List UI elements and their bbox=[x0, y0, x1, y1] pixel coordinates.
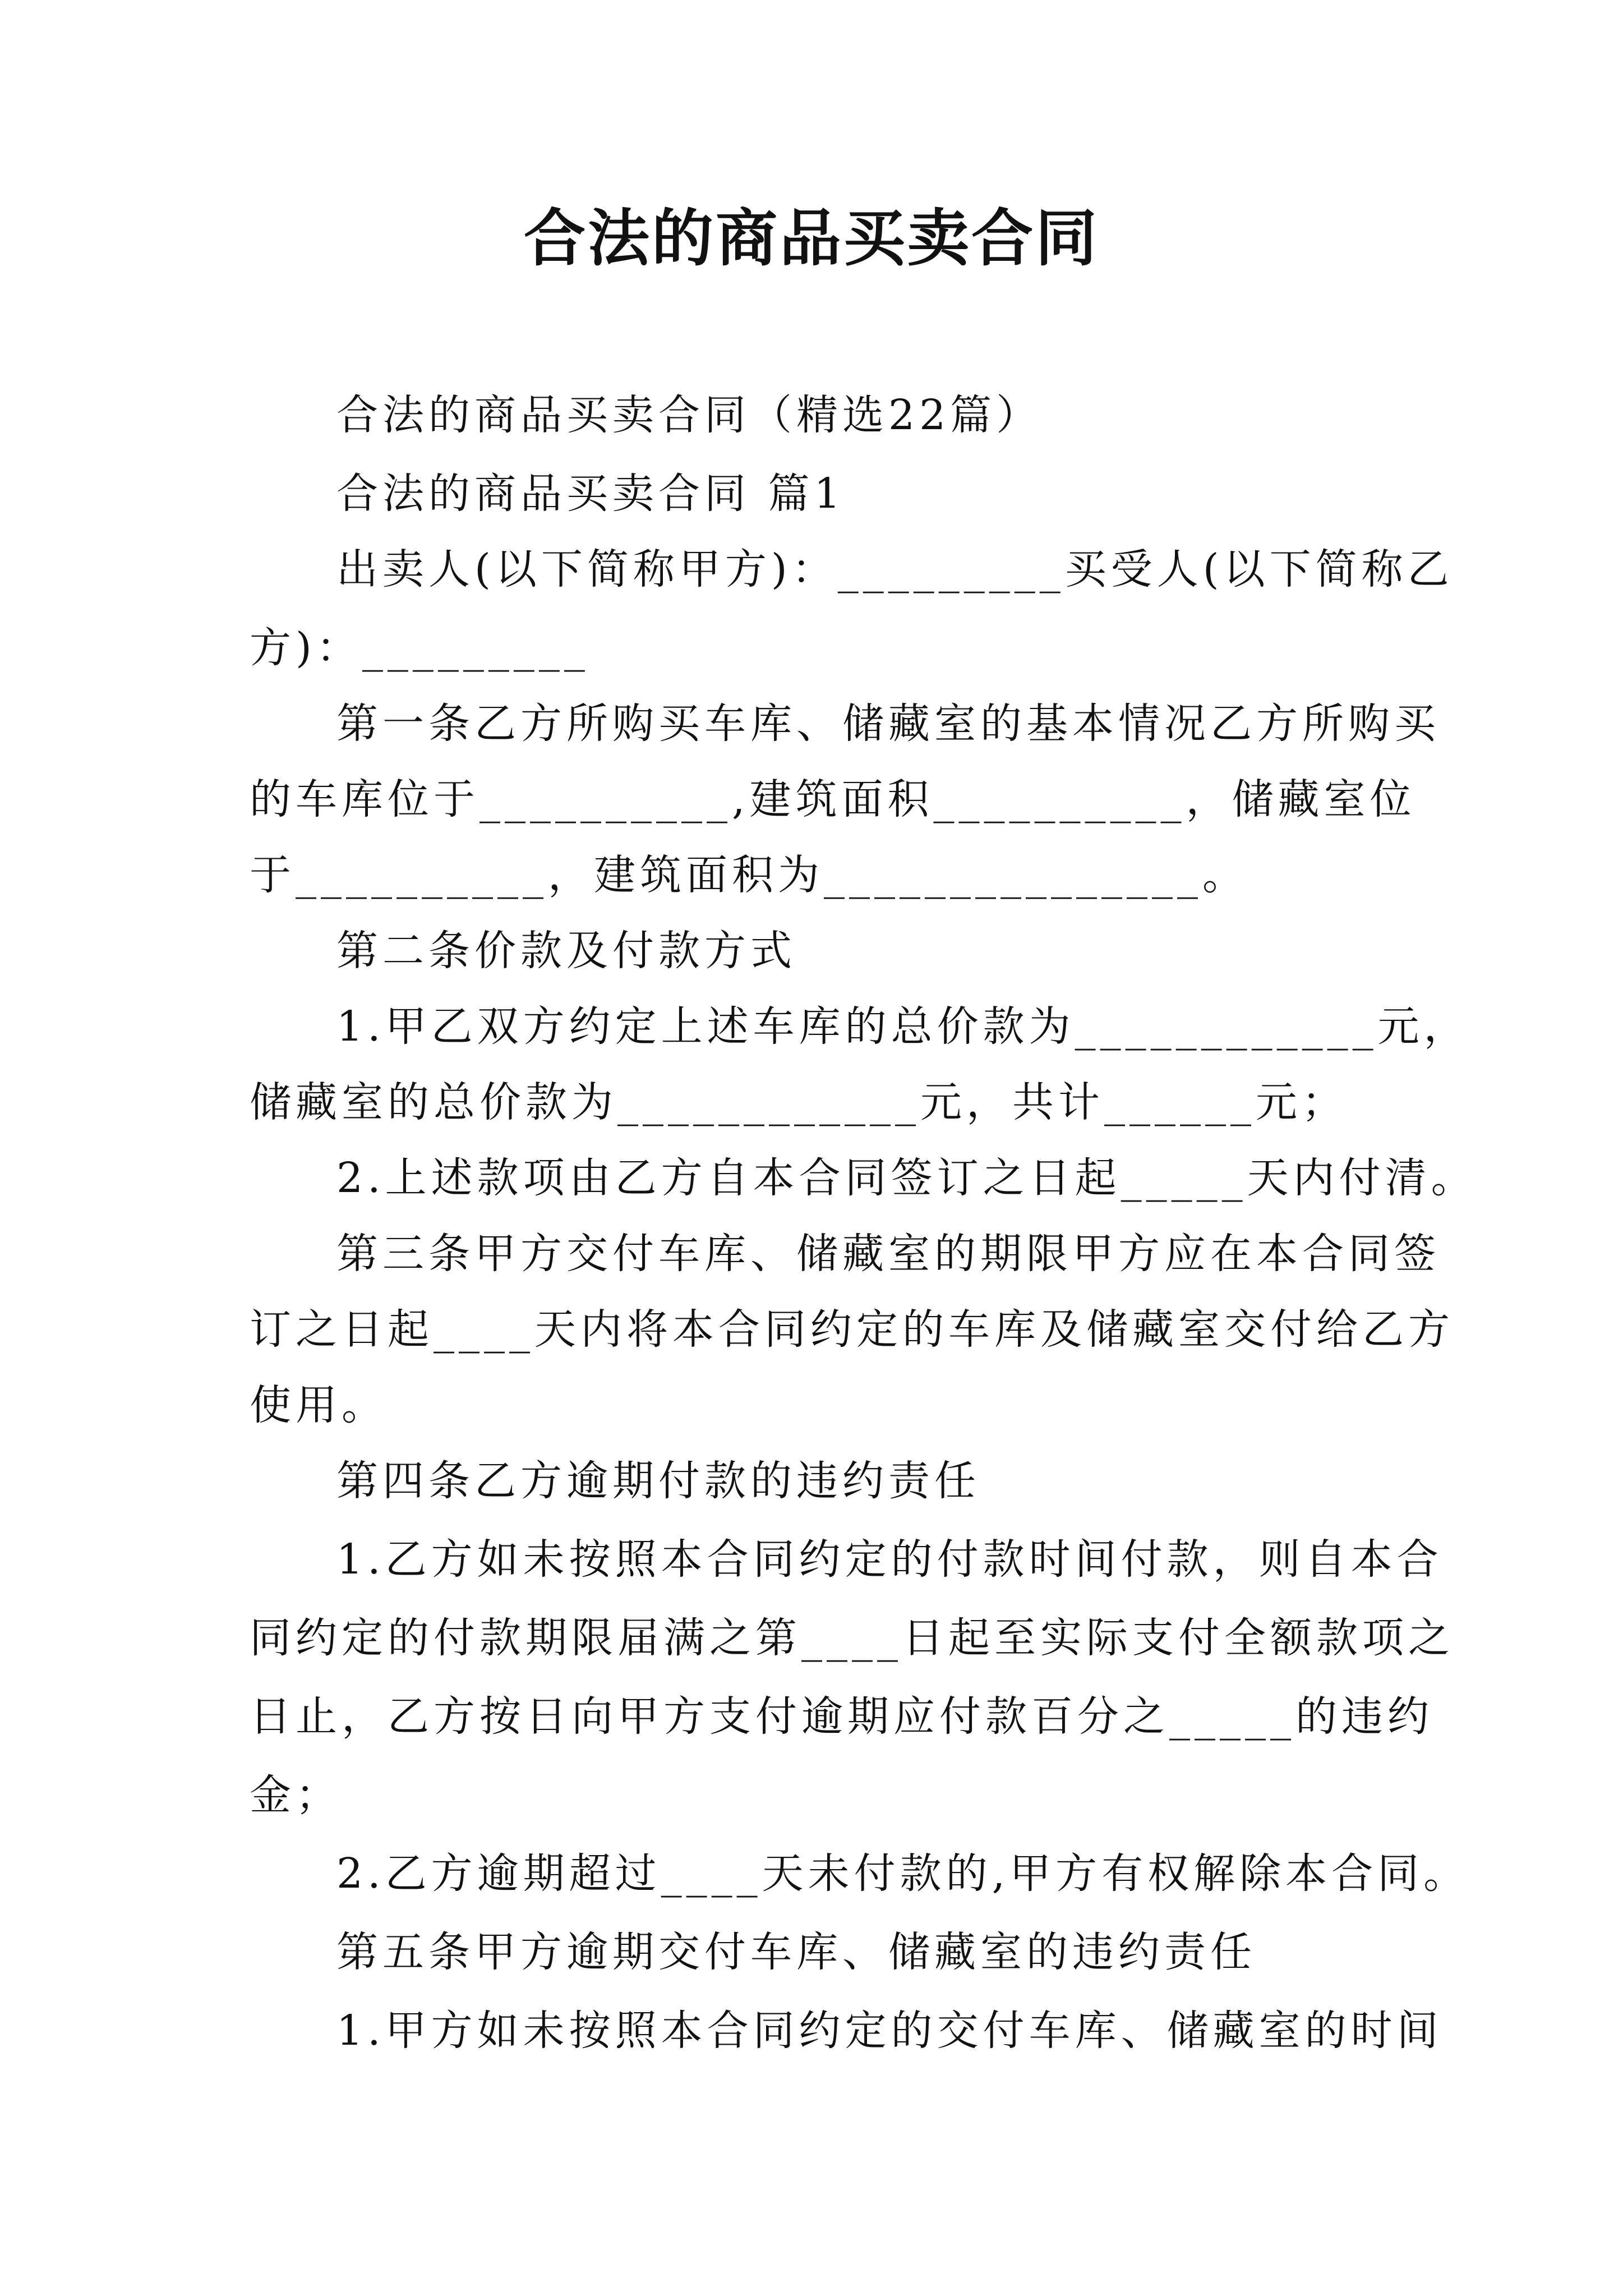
paragraph-line: 日止，乙方按日向甲方支付逾期应付款百分之_____的违约 bbox=[250, 1692, 1433, 1741]
paragraph-line: 金； bbox=[250, 1771, 342, 1819]
article-heading: 第二条价款及付款方式 bbox=[336, 927, 796, 975]
paragraph-line: 1.甲方如未按照本合同约定的交付车库、储藏室的时间 bbox=[336, 2007, 1443, 2055]
paragraph-line: 出卖人(以下简称甲方)：_________买受人(以下简称乙 bbox=[336, 545, 1454, 593]
paragraph-line: 2.乙方逾期超过____天未付款的,甲方有权解除本合同。 bbox=[336, 1849, 1470, 1898]
document-title: 合法的商品买卖合同 bbox=[524, 202, 1099, 274]
article-heading: 第五条甲方逾期交付车库、储藏室的违约责任 bbox=[336, 1928, 1256, 1976]
paragraph-line: 使用。 bbox=[250, 1381, 388, 1429]
paragraph-line: 订之日起____天内将本合同约定的车库及储藏室交付给乙方 bbox=[250, 1305, 1454, 1354]
paragraph-line: 1.甲乙双方约定上述车库的总价款为____________元， bbox=[336, 1002, 1470, 1051]
paragraph-line: 的车库位于__________,建筑面积__________，储藏室位 bbox=[250, 775, 1416, 823]
paragraph-line: 储藏室的总价款为____________元，共计______元； bbox=[250, 1078, 1348, 1126]
paragraph-line: 1.乙方如未按照本合同约定的付款时间付款，则自本合 bbox=[336, 1535, 1443, 1584]
article-heading: 第四条乙方逾期付款的违约责任 bbox=[336, 1457, 980, 1505]
paragraph-line: 第三条甲方交付车库、储藏室的期限甲方应在本合同签 bbox=[336, 1230, 1440, 1278]
subtitle-line: 合法的商品买卖合同（精选22篇） bbox=[336, 391, 1043, 439]
paragraph-line: 于__________，建筑面积为_______________。 bbox=[250, 851, 1248, 899]
paragraph-line: 同约定的付款期限届满之第____日起至实际支付全额款项之 bbox=[250, 1614, 1454, 1662]
section-heading: 合法的商品买卖合同 篇1 bbox=[336, 470, 845, 518]
paragraph-line: 第一条乙方所购买车库、储藏室的基本情况乙方所购买 bbox=[336, 700, 1440, 748]
paragraph-line: 方)：_________ bbox=[250, 624, 589, 672]
paragraph-line: 2.上述款项由乙方自本合同签订之日起_____天内付清。 bbox=[336, 1154, 1477, 1202]
